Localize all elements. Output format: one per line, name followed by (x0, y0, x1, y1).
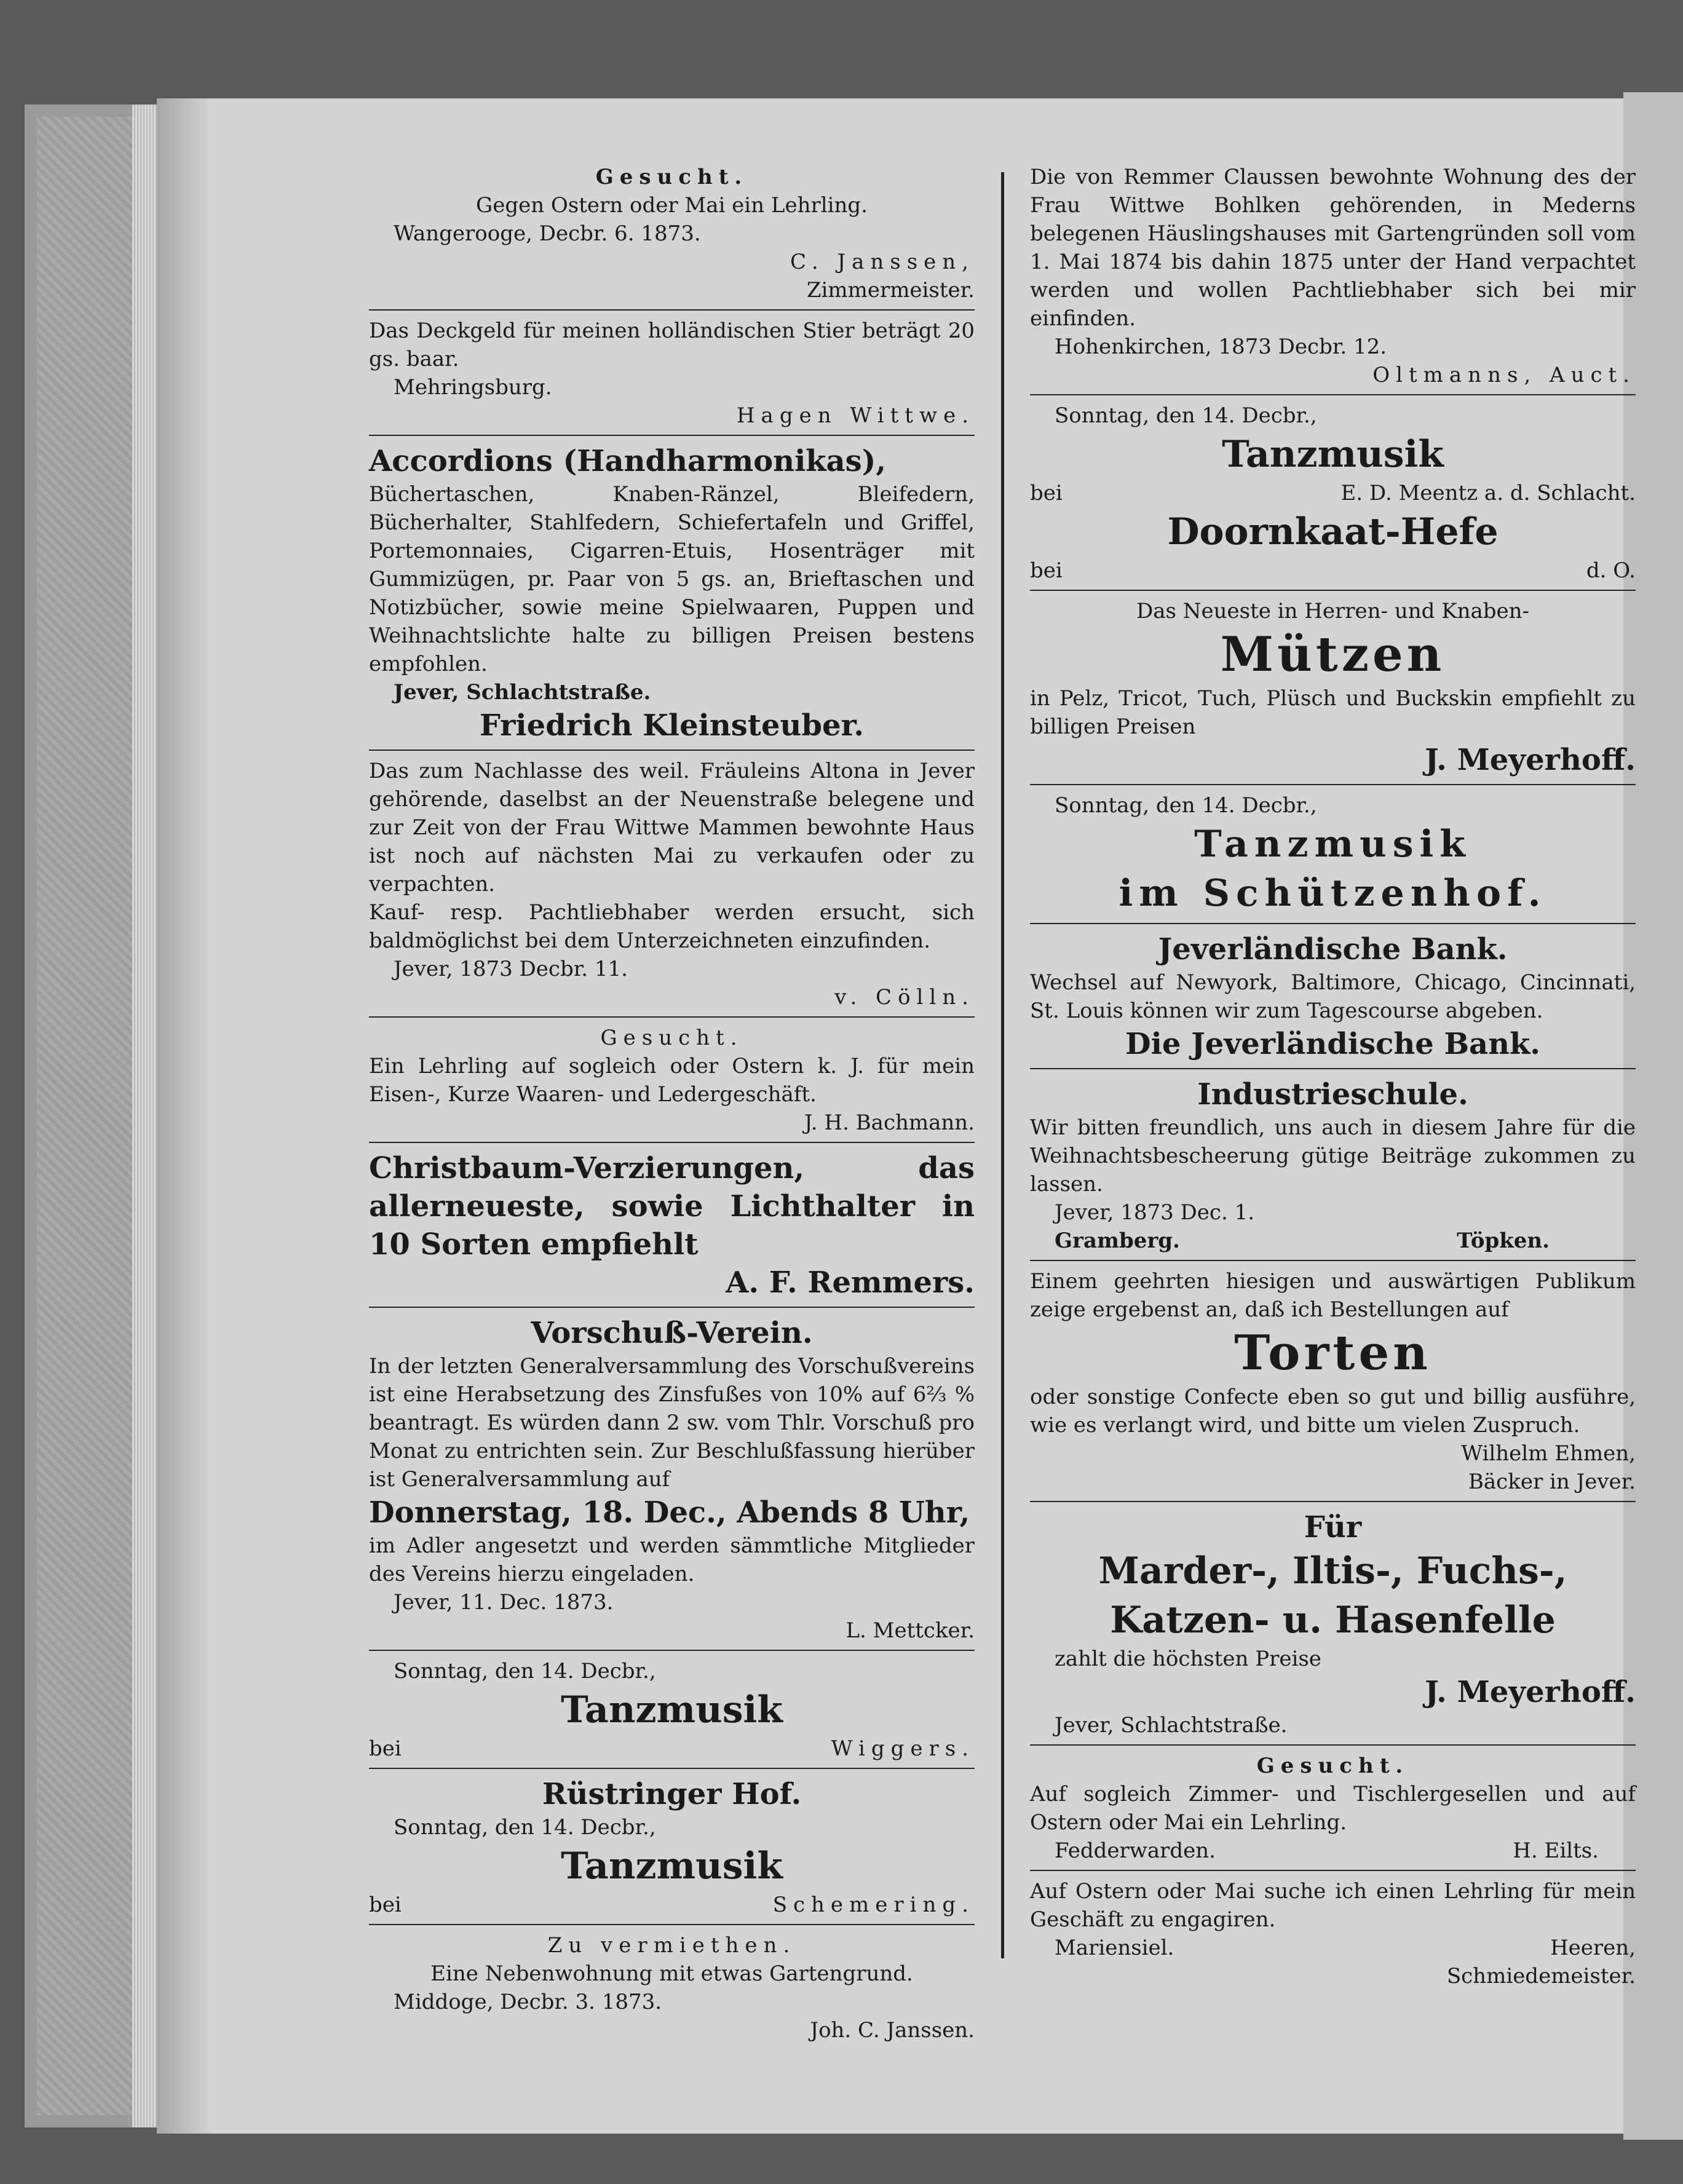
ad-text: Einem geehrten hiesigen und auswärtigen Publikum zeige ergebenst an, daß ich Bestellungen auf (1030, 1269, 1636, 1322)
ad-text: Christbaum-Verzierungen, das allerneueste, sowie Lichthalter in 10 Sorten empfiehlt (369, 1151, 975, 1262)
ad-gesucht-janssen (369, 163, 975, 304)
ad-signature: H. Eilts. (1513, 1838, 1599, 1863)
left-column (369, 163, 975, 2044)
ad-signature: Friedrich Kleinsteuber. (479, 708, 865, 743)
ad-place: Jever, Schlachtstraße. (1055, 1713, 1288, 1738)
ad-heading: Jeverländische Bank. (1158, 932, 1508, 967)
ad-separator (369, 1650, 975, 1651)
ad-text: im Adler angesetzt und werden sämmtliche Mitglieder des Vereins hierzu eingeladen. (369, 1533, 975, 1586)
ad-heading-2: im Schützenhof. (1119, 872, 1547, 915)
ad-date: Jever, 11. Dec. 1873. (394, 1590, 614, 1615)
ad-signature: v. Cölln. (834, 985, 975, 1010)
ad-signature: A. F. Remmers. (726, 1265, 975, 1300)
ad-lehrling-heeren (1030, 1877, 1636, 1990)
ad-date: Sonntag, den 14. Decbr., (1055, 793, 1317, 818)
ad-separator (1030, 590, 1636, 591)
ad-vorschuss-verein (369, 1314, 975, 1645)
page-edges (132, 105, 160, 2127)
ad-date: Sonntag, den 14. Decbr., (394, 1659, 656, 1684)
ad-text: Eine Nebenwohnung mit etwas Gartengrund. (430, 1961, 913, 1986)
ad-text: Auf Ostern oder Mai suche ich einen Lehrling für mein Geschäft zu engagiren. (1030, 1879, 1636, 1932)
ad-text: Das Deckgeld für meinen holländischen Stier beträgt 20 gs. baar. (369, 318, 975, 371)
ad-signature: Wilhelm Ehmen, (1461, 1441, 1636, 1466)
ad-wohnung-verpachtung (1030, 163, 1636, 389)
ad-tanzmusik-meentz (1030, 402, 1636, 507)
ad-zu-vermiethen (369, 1931, 975, 2044)
gutter-shadow (157, 98, 212, 2134)
ad-date: Sonntag, den 14. Decbr., (1055, 403, 1317, 428)
ad-text: Kauf- resp. Pachtliebhaber werden ersucht, sich baldmöglichst bei dem Unterzeichneten einzufinden. (369, 900, 975, 953)
ad-signature: Hagen Wittwe. (736, 403, 975, 428)
ad-text: zahlt die höchsten Preise (1055, 1647, 1321, 1671)
ad-signature: Oltmanns, Auct. (1372, 363, 1636, 387)
ad-heading: Gesucht. (595, 165, 748, 189)
ad-heading: Rüstringer Hof. (542, 1777, 802, 1811)
ad-signature: L. Mettcker. (845, 1618, 975, 1643)
ad-signature: d. O. (1586, 558, 1636, 583)
ad-separator (1030, 1870, 1636, 1871)
ad-signature-title: Zimmermeister. (806, 278, 975, 303)
ad-separator (369, 309, 975, 311)
ad-tanzmusik-schuetzenhof (1030, 791, 1636, 918)
ad-separator (369, 1016, 975, 1018)
ad-text: In der letzten Generalversammlung des Vorschußvereins ist eine Herabsetzung des Zinsfußes von 10% auf 6⅔ % beantragt. Es würden dann 2 sw. vom Thlr. Vorschuß pro Monat zu entrichten sein. Zur Beschlußfassung hierüber ist Generalversammlung auf (369, 1354, 975, 1492)
ad-jeverlaendische-bank (1030, 930, 1636, 1063)
ad-heading: Tanzmusik (1194, 823, 1471, 866)
ad-text: Das zum Nachlasse des weil. Fräuleins Altona in Jever gehörende, daselbst an der Neuenstraße belegene und zur Zeit von der Frau Wittwe Mammen bewohnte Haus ist noch auf nächsten Mai zu verkaufen oder zu verpachten. (369, 759, 975, 896)
ad-signature-title: Bäcker in Jever. (1468, 1470, 1636, 1494)
ad-heading: Industrieschule. (1197, 1077, 1468, 1112)
ad-accordions (369, 442, 975, 745)
ad-nachlass (369, 757, 975, 1011)
ad-signature: E. D. Meentz a. d. Schlacht. (1340, 481, 1636, 505)
ad-gesucht-bachmann (369, 1024, 975, 1137)
ad-heading: Gesucht. (600, 1026, 743, 1050)
ad-signature: Heeren, (1550, 1936, 1636, 1960)
ad-signature: Töpken. (1457, 1228, 1550, 1253)
ad-place: Fedderwarden. (1055, 1838, 1216, 1863)
ad-doornkaat-hefe (1030, 507, 1636, 585)
ad-date: Hohenkirchen, 1873 Decbr. 12. (1055, 334, 1387, 359)
ad-signature: Schemering. (772, 1893, 975, 1917)
ad-heading: Doornkaat-Hefe (1167, 510, 1499, 553)
ad-bei: bei (1030, 481, 1063, 505)
ad-separator (1030, 1260, 1636, 1261)
ad-heading: Accordions (Handharmonikas), (369, 444, 887, 478)
ad-text: Ein Lehrling auf sogleich oder Ostern k. J. für mein Eisen-, Kurze Waaren- und Ledergeschäft. (369, 1054, 975, 1107)
ad-signature: C. Janssen, (790, 250, 975, 274)
ad-signature: J. Meyerhoff. (1425, 1675, 1636, 1709)
ad-text: Wechsel auf Newyork, Baltimore, Chicago, Cincinnati, St. Louis können wir zum Tagescourse abgeben. (1030, 970, 1636, 1023)
ad-separator (369, 1768, 975, 1769)
ad-text: oder sonstige Confecte eben so gut und billig ausführe, wie es verlangt wird, und bitte um vielen Zuspruch. (1030, 1385, 1636, 1438)
ad-text: Auf sogleich Zimmer- und Tischlergesellen und auf Ostern oder Mai ein Lehrling. (1030, 1782, 1636, 1835)
ad-separator (1030, 1068, 1636, 1069)
ad-separator (1030, 1744, 1636, 1746)
ad-signature: J. H. Bachmann. (804, 1110, 975, 1135)
ad-heading-2: Tanzmusik (561, 1845, 783, 1888)
ad-text: Gegen Ostern oder Mai ein Lehrling. (476, 193, 868, 218)
ad-date: Jever, 1873 Decbr. 11. (394, 957, 628, 981)
ad-date: Jever, 1873 Dec. 1. (1055, 1200, 1255, 1225)
ad-muetzen (1030, 597, 1636, 779)
ad-date: Sonntag, den 14. Decbr., (394, 1815, 656, 1840)
ad-heading: Gesucht. (1256, 1754, 1409, 1778)
ad-bei: bei (369, 1893, 402, 1917)
ad-bei: bei (1030, 558, 1063, 583)
ad-separator (369, 1142, 975, 1143)
ad-signature: Wiggers. (831, 1736, 975, 1761)
ad-separator (1030, 784, 1636, 785)
ad-heading: Marder-, Iltis-, Fuchs-, (1098, 1549, 1567, 1593)
ad-heading: Vorschuß-Verein. (531, 1316, 813, 1350)
ad-separator (1030, 394, 1636, 395)
ad-place: Mariensiel. (1055, 1936, 1174, 1960)
ad-signature: Joh. C. Janssen. (810, 2018, 975, 2043)
ad-separator (1030, 1501, 1636, 1502)
ad-industrieschule (1030, 1075, 1636, 1255)
ad-tanzmusik-wiggers (369, 1657, 975, 1763)
ad-date: Middoge, Decbr. 3. 1873. (394, 1990, 662, 2014)
ad-bei: bei (369, 1736, 402, 1761)
ad-meeting-date: Donnerstag, 18. Dec., Abends 8 Uhr, (369, 1495, 970, 1530)
ad-text: Für (1304, 1510, 1362, 1545)
ad-signature: Gramberg. (1055, 1228, 1180, 1253)
ad-date: Wangerooge, Decbr. 6. 1873. (394, 221, 701, 246)
ad-gesucht-eilts (1030, 1752, 1636, 1865)
ad-heading: Torten (1234, 1325, 1432, 1381)
ad-ruestringer-hof (369, 1775, 975, 1919)
ad-heading-2: Katzen- u. Hasenfelle (1110, 1599, 1556, 1642)
ad-text: Büchertaschen, Knaben-Ränzel, Bleifedern, Bücherhalter, Stahlfedern, Schiefertafeln und Griffel, Portemonnaies, Cigarren-Etuis, Hosenträger mit Gummizügen, pr. Paar von 5 gs. an, Brieftaschen und Notizbücher, sowie meine Spielwaaren, Puppen und Weihnachtslichte halte zu billigen Preisen bestens empfohlen. (369, 482, 975, 676)
ad-place: Mehringsburg. (394, 375, 552, 400)
column-divider (1001, 172, 1004, 1958)
ad-felle (1030, 1508, 1636, 1739)
ad-text: in Pelz, Tricot, Tuch, Plüsch und Buckskin empfiehlt zu billigen Preisen (1030, 686, 1636, 739)
ad-heading: Zu vermiethen. (547, 1933, 796, 1958)
ad-text: Wir bitten freundlich, uns auch in diesem Jahre für die Weihnachtsbescheerung gütige Beiträge zukommen zu lassen. (1030, 1115, 1636, 1197)
ad-text: Die von Remmer Claussen bewohnte Wohnung des der Frau Wittwe Bohlken gehörenden, in Mederns belegenen Häuslingshauses mit Gartengründen soll vom 1. Mai 1874 bis dahin 1875 unter der Hand verpachtet werden und wollen Pachtliebhaber sich bei mir einfinden. (1030, 165, 1636, 331)
ad-torten (1030, 1267, 1636, 1496)
ad-separator (369, 435, 975, 436)
ad-separator (369, 750, 975, 751)
ad-separator (369, 1307, 975, 1308)
ad-heading: Mützen (1220, 627, 1446, 682)
ad-signature: Die Jeverländische Bank. (1125, 1027, 1541, 1061)
ad-place: Jever, Schlachtstraße. (394, 680, 651, 705)
ad-christbaum (369, 1149, 975, 1302)
ad-heading: Tanzmusik (561, 1688, 783, 1731)
ad-heading: Tanzmusik (1222, 433, 1444, 476)
ad-separator (1030, 923, 1636, 924)
ad-signature-title: Schmiedemeister. (1446, 1964, 1636, 1988)
ad-signature: J. Meyerhoff. (1425, 743, 1636, 777)
ad-text: Das Neueste in Herren- und Knaben- (1136, 599, 1530, 623)
cover-texture (37, 117, 132, 2115)
ad-separator (369, 1924, 975, 1925)
right-column (1030, 163, 1636, 1990)
ad-deckgeld (369, 317, 975, 430)
